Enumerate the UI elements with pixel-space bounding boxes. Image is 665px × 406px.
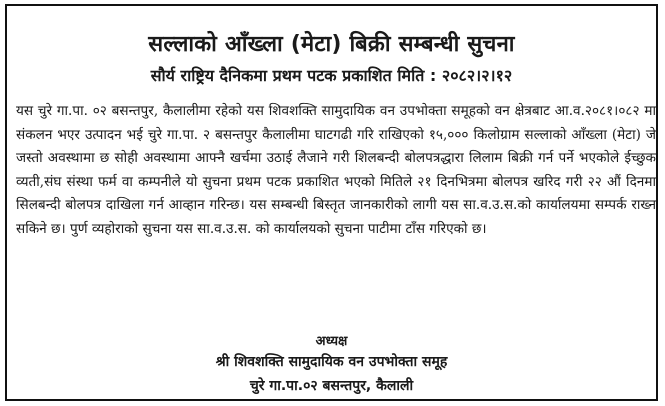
signatory-organization: श्री शिवशक्ति सामुदायिक वन उपभोक्ता समूह [215, 354, 448, 370]
signatory-address: चुरे गा.पा.०२ बसन्तपुर, कैलाली [249, 378, 414, 394]
signatory-role: अध्यक्ष [315, 334, 348, 349]
notice-body: यस चुरे गा.पा. ०२ बसन्तपुर, कैलालीमा रहेको यस शिवशक्ति सामुदायिक वन उपभोक्ता समूहको वन क्षेत्रबाट आ.व.२०८१।०८२ मा संकलन भएर उत्पादन भई चुरे गा.पा. २ बसन्तपुर कैलालीमा घाटगढी गरि राखिएको १५,००० किलोग्राम सल्लाको आँख्ला (मेटा) जे जस्तो अवस्थामा छ सोही अवस्थामा आफ्नै खर्चमा उठाई लैजाने गरी शिलबन्दी बोलपत्रद्धारा लिलाम बिक्री गर्न पर्ने भएकोले ईच्छुक व्यती,संघ संस्था फर्म वा कम्पनीले यो सुचना प्रथम पटक प्रकाशित भएको मितिले २१ दिनभित्रमा बोलपत्र खरिद गरी २२ औं दिनमा सिलबन्दी बोलपत्र दाखिला गर्न आव्हान गरिन्छ। यस सम्बन्धी बिस्तृत जानकारीको लागी यस सा.व.उ.स.को कार्यालयमा सम्पर्क राख्न सकिने छ। पुर्ण व्यहोराको सुचना यस सा.व.उ.स. को कार्यालयको सुचना पाटीमा टाँस गरिएको छ। [16, 103, 656, 237]
public-notice [5, 4, 658, 401]
notice-title: सल्लाको आँख्ला (मेटा) बिक्री सम्बन्धी सुचना [148, 32, 515, 57]
publication-date-line: सौर्य राष्ट्रिय दैनिकमा प्रथम पटक प्रकाशित मिति : २०८२।२।१२ [150, 66, 513, 85]
